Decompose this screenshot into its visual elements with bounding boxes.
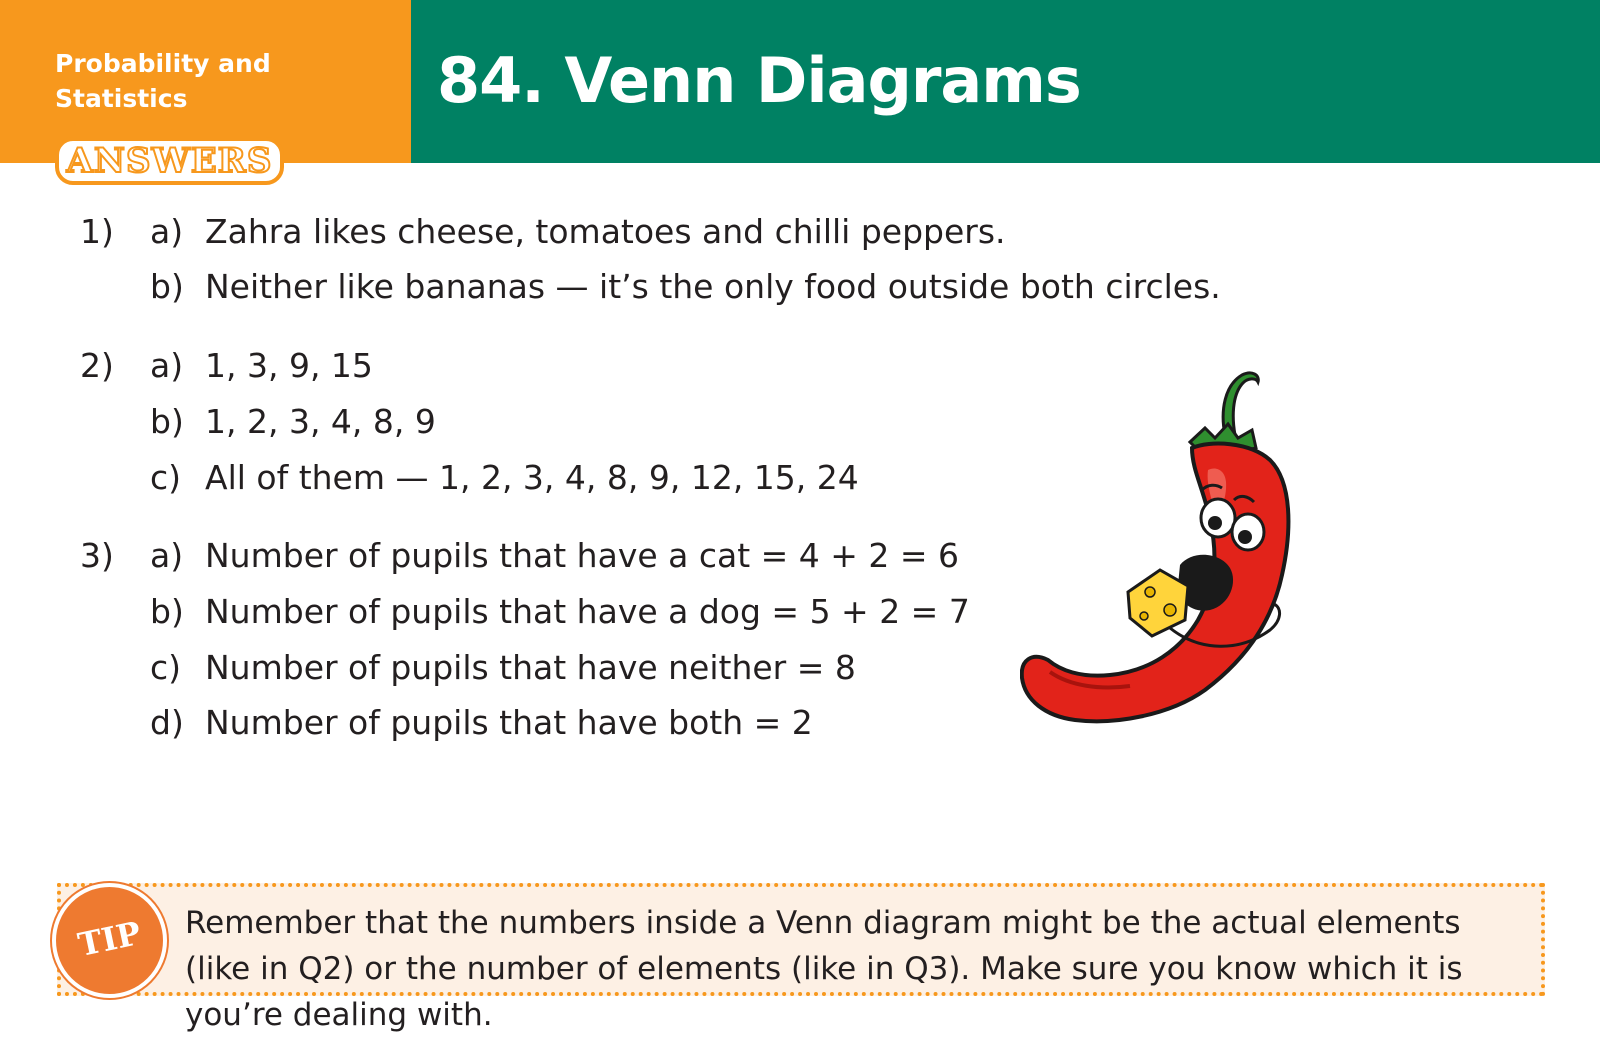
part-label: a) xyxy=(150,346,184,385)
left-pupil xyxy=(1208,516,1222,530)
answer-text: Number of pupils that have a dog = 5 + 2 = 7 xyxy=(205,592,970,631)
answer-text: 1, 3, 9, 15 xyxy=(205,346,373,385)
part-label: d) xyxy=(150,703,184,742)
tip-text: Remember that the numbers inside a Venn diagram might be the actual elements (like in Q2) or the number of elements (like in Q3). Make sure you know which it is you’re dealing with. xyxy=(185,905,1463,1033)
tip-badge xyxy=(52,883,167,998)
part-label: c) xyxy=(150,458,182,497)
cheese-hole xyxy=(1145,587,1155,597)
part-label: b) xyxy=(150,402,184,441)
question-number: 2) xyxy=(80,346,114,385)
cheese-hole xyxy=(1164,604,1176,616)
part-label: b) xyxy=(150,267,184,306)
answers-badge xyxy=(55,137,284,185)
part-label: c) xyxy=(150,648,182,687)
answer-text: 1, 2, 3, 4, 8, 9 xyxy=(205,402,436,441)
answer-text: Number of pupils that have both = 2 xyxy=(205,703,813,742)
section-title: Probability and Statistics xyxy=(55,49,271,113)
answer-text: Number of pupils that have a cat = 4 + 2 = 6 xyxy=(205,536,960,575)
part-label: b) xyxy=(150,592,184,631)
part-label: a) xyxy=(150,212,184,251)
answer-text: Zahra likes cheese, tomatoes and chilli peppers. xyxy=(205,212,1006,251)
chilli-pepper-illustration xyxy=(1020,360,1320,740)
question-number: 1) xyxy=(80,212,114,251)
answer-text: Number of pupils that have neither = 8 xyxy=(205,648,856,687)
part-label: a) xyxy=(150,536,184,575)
answer-text: All of them — 1, 2, 3, 4, 8, 9, 12, 15, 24 xyxy=(205,458,859,497)
cheese-wedge xyxy=(1128,570,1188,636)
answer-text: Neither like bananas — it’s the only food outside both circles. xyxy=(205,267,1221,306)
tip-label: TIP xyxy=(74,913,145,965)
page-header xyxy=(0,0,1600,181)
question-number: 3) xyxy=(80,536,114,575)
page-title: 84. Venn Diagrams xyxy=(437,44,1081,117)
cheese-hole xyxy=(1140,612,1148,620)
answers-badge-label: ANSWERS xyxy=(66,141,273,181)
right-pupil xyxy=(1238,530,1252,544)
